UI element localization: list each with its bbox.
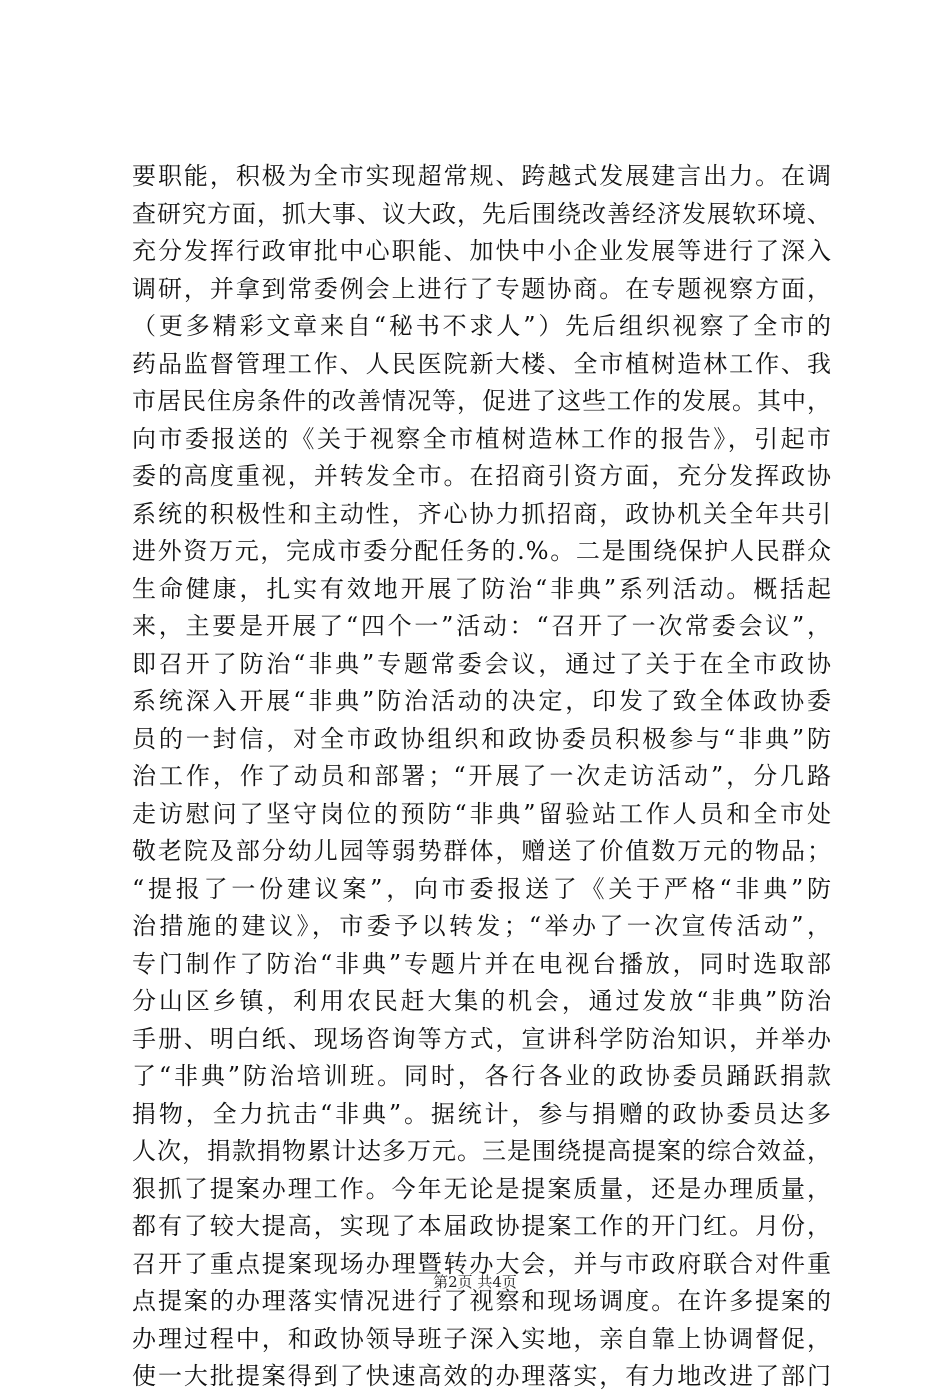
text-line: 进外资万元，完成市委分配任务的.%。二是围绕保护人民群众 (132, 537, 832, 565)
text-line: 系统的积极性和主动性，齐心协力抓招商，政协机关全年共引 (132, 499, 832, 528)
text-line: 来，主要是开展了“四个一”活动：“召开了一次常委会议”， (132, 612, 832, 640)
text-line: 员的一封信，对全市政协组织和政协委员积极参与“非典”防 (132, 724, 832, 753)
text-line: 系统深入开展“非典”防治活动的决定，印发了致全体政协委 (132, 687, 832, 715)
text-line: 召开了重点提案现场办理暨转办大会，并与市政府联合对件重 (132, 1249, 832, 1278)
text-line: 都有了较大提高，实现了本届政协提案工作的开门红。月份， (132, 1212, 832, 1240)
text-line: 向市委报送的《关于视察全市植树造林工作的报告》，引起市 (132, 424, 832, 453)
text-line: 专门制作了防治“非典”专题片并在电视台播放，同时选取部 (132, 949, 832, 978)
text-line: 委的高度重视，并转发全市。在招商引资方面，充分发挥政协 (132, 462, 832, 490)
text-line: 治工作，作了动员和部署；“开展了一次走访活动”，分几路 (132, 762, 832, 790)
text-line: 手册、明白纸、现场咨询等方式，宣讲科学防治知识，并举办 (132, 1024, 832, 1053)
text-line: 药品监督管理工作、人民医院新大楼、全市植树造林工作、我 (132, 349, 832, 378)
text-line: 走访慰问了坚守岗位的预防“非典”留验站工作人员和全市处 (132, 799, 832, 828)
text-line: 生命健康，扎实有效地开展了防治“非典”系列活动。概括起 (132, 574, 832, 603)
page-footer: 第2页 共4页 (433, 1273, 517, 1291)
text-line: 捐物，全力抗击“非典”。据统计，参与捐赠的政协委员达多 (132, 1099, 832, 1128)
text-line: （更多精彩文章来自“秘书不求人”）先后组织视察了全市的 (132, 312, 832, 340)
text-line: 查研究方面，抓大事、议大政，先后围绕改善经济发展软环境、 (132, 199, 832, 228)
text-line: 办理过程中，和政协领导班子深入实地，亲自靠上协调督促， (132, 1324, 832, 1353)
text-line: 治措施的建议》，市委予以转发；“举办了一次宣传活动”， (132, 912, 832, 940)
text-line: 充分发挥行政审批中心职能、加快中小企业发展等进行了深入 (132, 237, 832, 265)
text-line: 分山区乡镇，利用农民赶大集的机会，通过发放“非典”防治 (132, 987, 832, 1015)
text-line: 要职能，积极为全市实现超常规、跨越式发展建言出力。在调 (132, 162, 832, 190)
text-line: 敬老院及部分幼儿园等弱势群体，赠送了价值数万元的物品； (132, 837, 832, 865)
text-line: “提报了一份建议案”，向市委报送了《关于严格“非典”防 (132, 874, 832, 903)
text-line: 即召开了防治“非典”专题常委会议，通过了关于在全市政协 (132, 649, 832, 678)
text-line: 了“非典”防治培训班。同时，各行各业的政协委员踊跃捐款 (132, 1062, 832, 1090)
text-line: 调研，并拿到常委例会上进行了专题协商。在专题视察方面， (132, 274, 832, 303)
text-line: 使一大批提案得到了快速高效的办理落实，有力地改进了部门 (132, 1362, 832, 1390)
body-text (132, 158, 832, 1396)
text-line: 市居民住房条件的改善情况等，促进了这些工作的发展。其中， (132, 387, 832, 415)
text-line: 人次，捐款捐物累计达多万元。三是围绕提高提案的综合效益， (132, 1137, 832, 1165)
text-line: 点提案的办理落实情况进行了视察和现场调度。在许多提案的 (132, 1287, 832, 1315)
text-line: 狠抓了提案办理工作。今年无论是提案质量，还是办理质量， (132, 1174, 832, 1203)
